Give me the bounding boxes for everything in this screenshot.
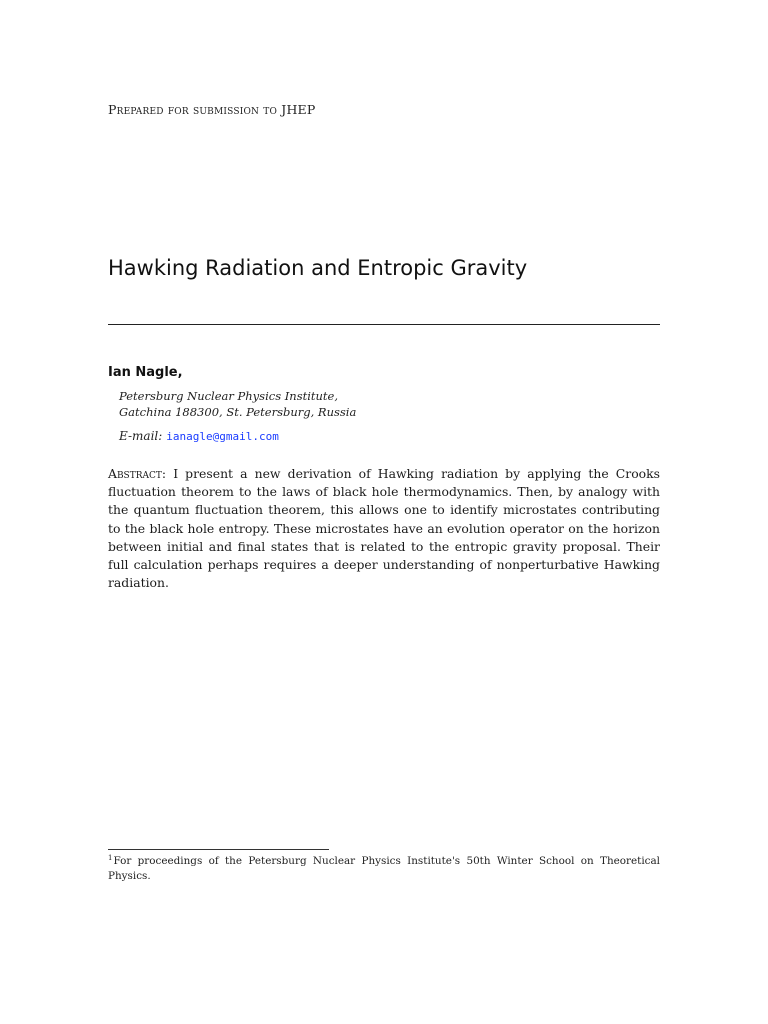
paper-title: Hawking Radiation and Entropic Gravity [108,256,528,280]
footnote-marker: 1 [108,854,113,862]
author-name: Ian Nagle, [108,365,183,380]
footnote [108,851,660,884]
submission-note: Prepared for submission to JHEP [108,102,316,117]
affiliation-line-2: Gatchina 188300, St. Petersburg, Russia [119,405,357,419]
abstract [108,465,660,592]
email-link[interactable]: ianagle@gmail.com [166,430,279,443]
footnote-text: For proceedings of the Petersburg Nuclear Physics Institute's 50th Winter School on Theoretical Physics. [108,855,660,882]
abstract-text: I present a new derivation of Hawking radiation by applying the Crooks fluctuation theorem to the laws of black hole thermodynamics. Then, by analogy with the quantum fluctuation theorem, this allows one to identify microstates contributing to the black hole entropy. These microstates have an evolution operator on the horizon between initial and final states that is related to the entropic gravity proposal. Their full calculation perhaps requires a deeper understanding of nonperturbative Hawking radiation. [108,466,660,591]
abstract-label: Abstract: [108,466,167,481]
email-label: E-mail: [119,429,163,443]
footnote-divider [108,849,329,850]
affiliation-line-1: Petersburg Nuclear Physics Institute, [119,389,339,403]
author-affiliation [119,388,356,420]
title-divider [108,324,660,325]
author-email [119,429,279,443]
